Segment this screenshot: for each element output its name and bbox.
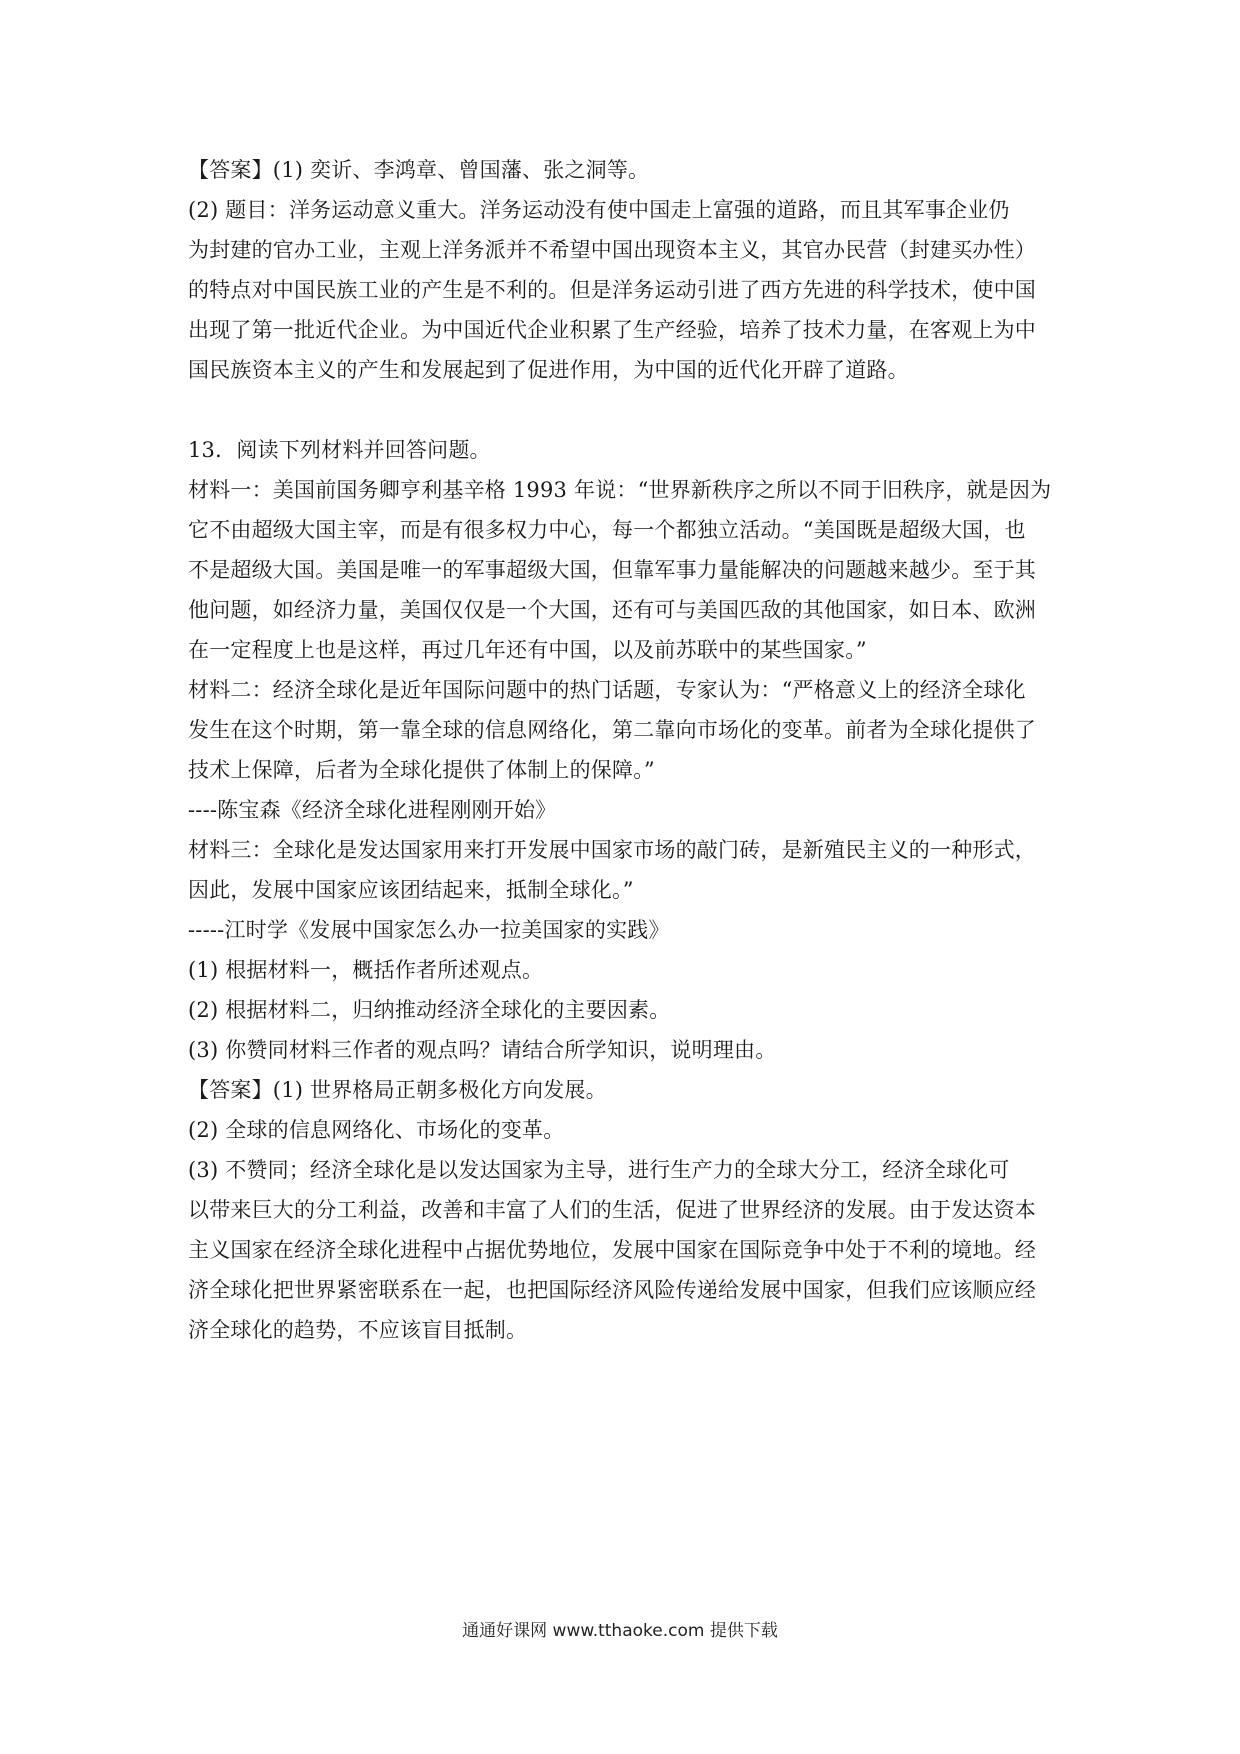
- sub-question-2: (2) 根据材料二，归纳推动经济全球化的主要因素。: [188, 998, 671, 1022]
- answer-13-part-3-line-5: 济全球化的趋势，不应该盲目抵制。: [188, 1318, 528, 1342]
- answer-12-line-3: 为封建的官办工业，主观上洋务派并不希望中国出现资本主义，其官办民营（封建买办性）: [188, 238, 1036, 262]
- question-13-title: 13．阅读下列材料并回答问题。: [188, 438, 491, 462]
- material-3-source: -----江时学《发展中国家怎么办一拉美国家的实践》: [188, 918, 670, 942]
- page-footer: 通通好课网 www.tthaoke.com 提供下载: [462, 1621, 778, 1641]
- sub-question-1: (1) 根据材料一，概括作者所述观点。: [188, 958, 544, 982]
- material-1-line-5: 在一定程度上也是这样，再过几年还有中国，以及前苏联中的某些国家。”: [188, 638, 867, 662]
- answer-13-part-3-line-3: 主义国家在经济全球化进程中占据优势地位，发展中国家在国际竞争中处于不利的境地。经: [188, 1238, 1036, 1262]
- material-1-line-3: 不是超级大国。美国是唯一的军事超级大国，但靠军事力量能解决的问题越来越少。至于其: [188, 558, 1036, 582]
- answer-12-line-1: 【答案】(1) 奕䜣、李鸿章、曾国藩、张之洞等。: [188, 158, 650, 182]
- section-spacer: [188, 390, 1058, 430]
- material-3-line-1: 材料三：全球化是发达国家用来打开发展中国家市场的敲门砖，是新殖民主义的一种形式，: [188, 838, 1036, 862]
- answer-12-line-5: 出现了第一批近代企业。为中国近代企业积累了生产经验，培养了技术力量，在客观上为中: [188, 318, 1036, 342]
- material-2-line-3: 技术上保障，后者为全球化提供了体制上的保障。”: [188, 758, 655, 782]
- answer-13-part-3-line-4: 济全球化把世界紧密联系在一起，也把国际经济风险传递给发展中国家，但我们应该顺应经: [188, 1278, 1036, 1302]
- material-1-line-2: 它不由超级大国主宰，而是有很多权力中心，每一个都独立活动。“美国既是超级大国，也: [188, 518, 1026, 542]
- material-1-line-1: 材料一：美国前国务卿亨利基辛格 1993 年说：“世界新秩序之所以不同于旧秩序，就是因为: [188, 478, 1052, 502]
- answer-13-part-1: 【答案】(1) 世界格局正朝多极化方向发展。: [188, 1078, 607, 1102]
- material-2-line-2: 发生在这个时期，第一靠全球的信息网络化，第二靠向市场化的变革。前者为全球化提供了: [188, 718, 1036, 742]
- material-2-line-1: 材料二：经济全球化是近年国际问题中的热门话题，专家认为：“严格意义上的经济全球化: [188, 678, 1026, 702]
- material-3-line-2: 因此，发展中国家应该团结起来，抵制全球化。”: [188, 878, 634, 902]
- answer-12-line-4: 的特点对中国民族工业的产生是不利的。但是洋务运动引进了西方先进的科学技术，使中国: [188, 278, 1036, 302]
- answer-12-line-6: 国民族资本主义的产生和发展起到了促进作用，为中国的近代化开辟了道路。: [188, 358, 909, 382]
- answer-13-part-3-line-2: 以带来巨大的分工利益，改善和丰富了人们的生活，促进了世界经济的发展。由于发达资本: [188, 1198, 1036, 1222]
- document-body: [188, 150, 1058, 1350]
- answer-13-part-3-line-1: (3) 不赞同；经济全球化是以发达国家为主导，进行生产力的全球大分工，经济全球化可: [188, 1158, 1010, 1182]
- answer-12-line-2: (2) 题目：洋务运动意义重大。洋务运动没有使中国走上富强的道路，而且其军事企业仍: [188, 198, 1010, 222]
- material-1-line-4: 他问题，如经济力量，美国仅仅是一个大国，还有可与美国匹敌的其他国家，如日本、欧洲: [188, 598, 1036, 622]
- sub-question-3: (3) 你赞同材料三作者的观点吗？请结合所学知识，说明理由。: [188, 1038, 777, 1062]
- answer-13-part-2: (2) 全球的信息网络化、市场化的变革。: [188, 1118, 565, 1142]
- material-2-source: ----陈宝森《经济全球化进程刚刚开始》: [188, 798, 557, 822]
